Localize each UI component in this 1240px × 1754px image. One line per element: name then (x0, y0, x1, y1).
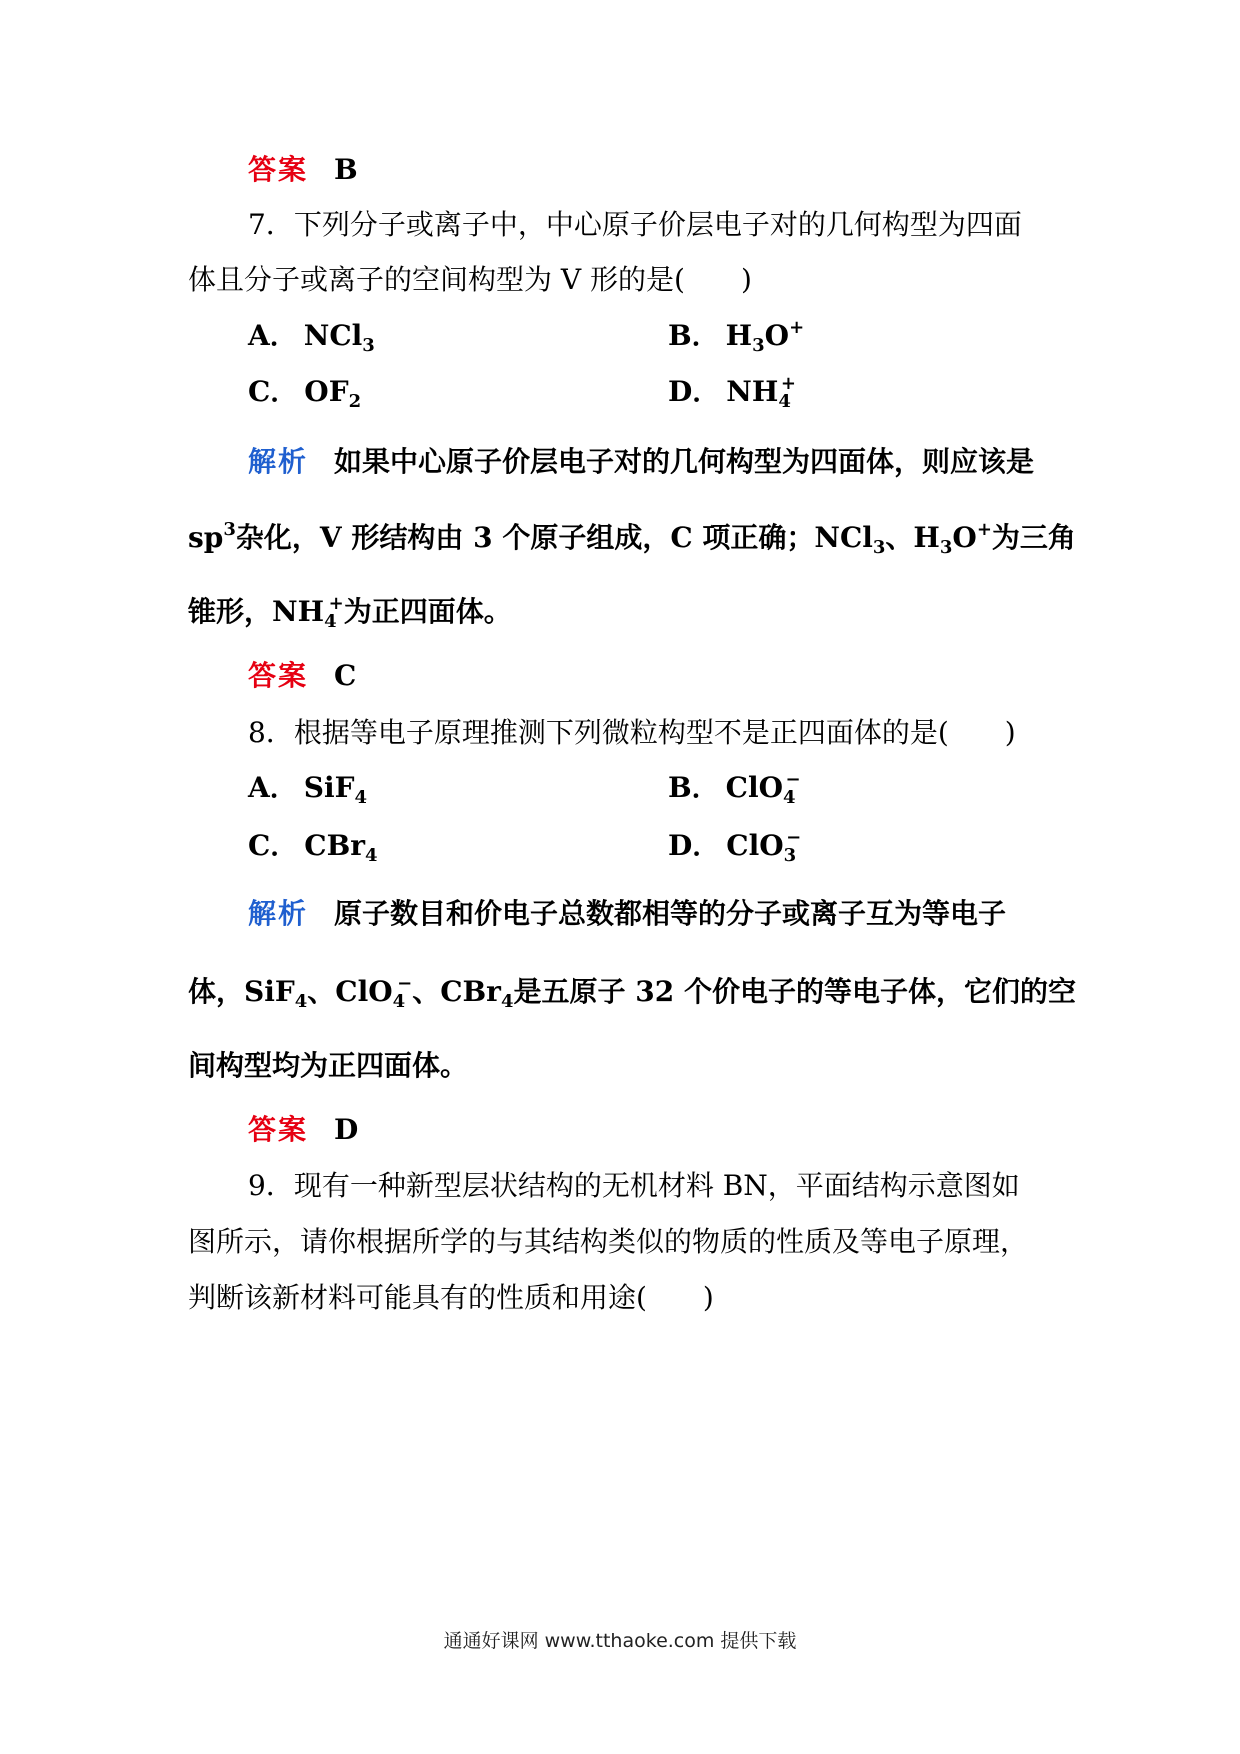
answer-label: 答案 (248, 153, 309, 186)
q8-explain-line1: 解析 原子数目和价电子总数都相等的分子或离子互为等电子 (248, 897, 1007, 930)
q7-option-b: B． $H_3O^+$ (668, 317, 805, 356)
explain-label: 解析 (248, 897, 309, 930)
footer-text: 通通好课网 www.tthaoke.com 提供下载 (443, 1630, 797, 1652)
q9-line1: 9．现有一种新型层状结构的无机材料 BN，平面结构示意图如 (248, 1169, 1020, 1202)
q7-line1: 7．下列分子或离子中，中心原子价层电子对的几何构型为四面 (248, 208, 1022, 241)
q7-option-d: D． $NH_4^+$ (668, 373, 796, 412)
q8-option-c: C． CBr$_4$ (248, 829, 378, 866)
explain-label: 解析 (248, 445, 309, 478)
q7-explain-line3: 锥形，$NH_4^+$为正四面体。 (188, 593, 512, 632)
q8-answer: 答案 D (248, 1113, 359, 1146)
q9-line2: 图所示，请你根据所学的与其结构类似的物质的性质及等电子原理， (188, 1225, 1029, 1258)
q7-explain-line1: 解析 如果中心原子价层电子对的几何构型为四面体，则应该是 (248, 445, 1035, 478)
q8-line1: 8．根据等电子原理推测下列微粒构型不是正四面体的是( ) (248, 716, 1016, 749)
q7-line2: 体且分子或离子的空间构型为 V 形的是( ) (188, 263, 752, 296)
q7-option-a: A． NCl$_3$ (248, 319, 375, 356)
q8-explain-line3: 间构型均为正四面体。 (188, 1049, 469, 1082)
answer-prev (248, 150, 358, 190)
q7-explain-line2: $sp^3$杂化，V 形结构由 3 个原子组成，C 项正确；NCl$_3$、$H_3O^+$为三角 (188, 519, 1076, 558)
q7-option-c: C． $OF_2$ (248, 375, 362, 412)
q7-answer: 答案 C (248, 659, 357, 692)
q8-explain-line2: 体，SiF$_4$、ClO$_4$−、CBr$_4$是五原子 32 个价电子的等电子体，它们的空 (188, 973, 1076, 1012)
q8-option-d: D． ClO$_3$− (668, 827, 802, 866)
q9-line3: 判断该新材料可能具有的性质和用途( ) (188, 1281, 714, 1314)
q8-option-b: B． ClO$_4$− (668, 769, 801, 808)
q8-option-a: A． SiF$_4$ (248, 771, 368, 808)
answer-value: B (334, 153, 358, 186)
